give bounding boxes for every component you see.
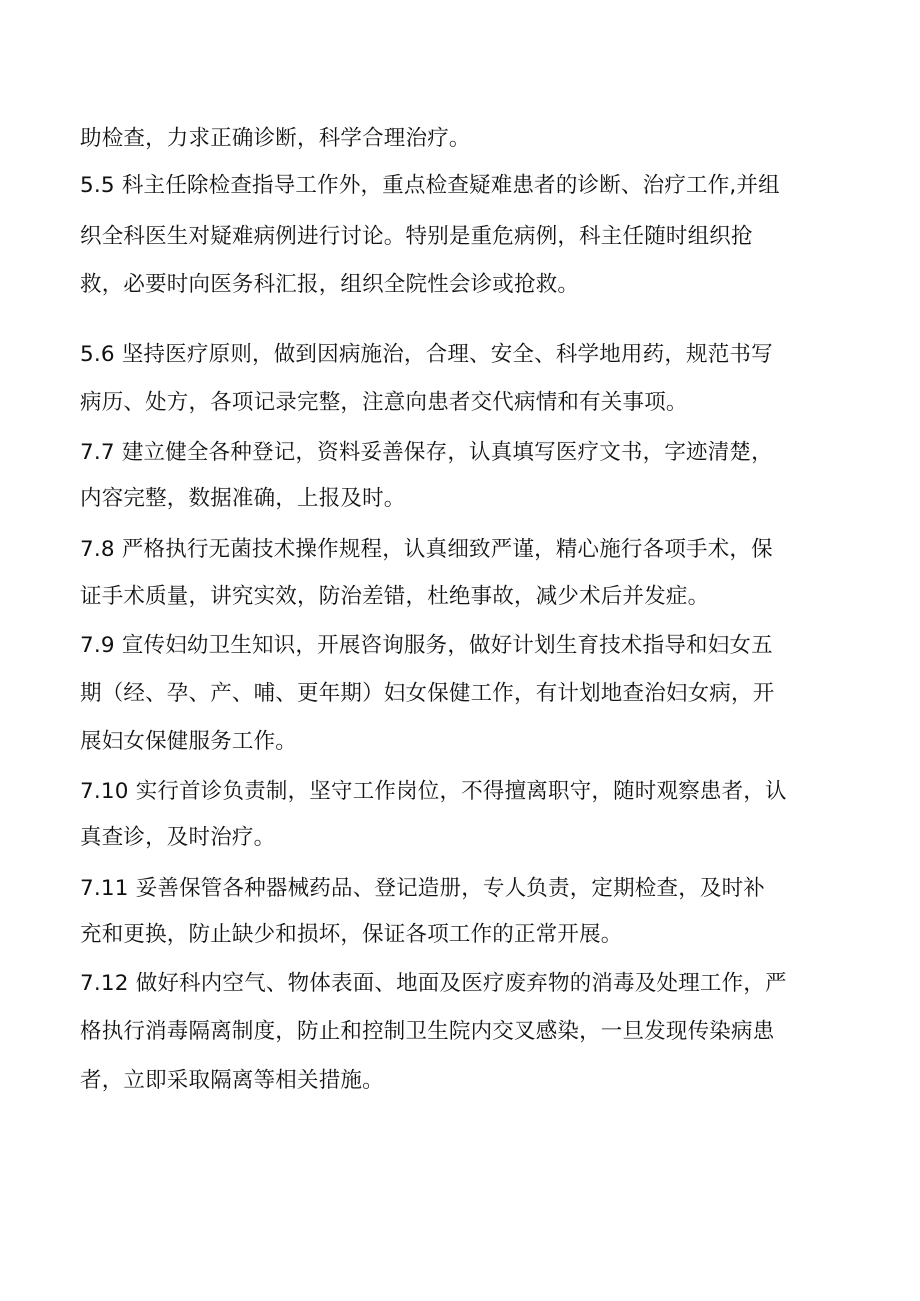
text-line: 救，必要时向医务科汇报，组织全院性会诊或抢救。 — [80, 272, 580, 297]
text-line: 5.5 科主任除检查指导工作外，重点检查疑难患者的诊断、治疗工作,并组 — [80, 173, 780, 198]
text-line: 助检查，力求正确诊断，科学合理治疗。 — [80, 126, 471, 151]
text-line: 证手术质量，讲究实效，防治差错，杜绝事故，减少术后并发症。 — [80, 584, 710, 609]
text-line: 内容完整，数据准确，上报及时。 — [80, 486, 406, 511]
text-line: 7.7 建立健全各种登记，资料妥善保存，认真填写医疗文书，字迹清楚， — [80, 440, 773, 465]
text-line: 病历、处方，各项记录完整，注意向患者交代病情和有关事项。 — [80, 390, 688, 415]
text-line: 7.9 宣传妇幼卫生知识，开展咨询服务，做好计划生育技术指导和妇女五 — [80, 633, 773, 658]
text-line: 7.11 妥善保管各种器械药品、登记造册，专人负责，定期检查，及时补 — [80, 876, 766, 901]
text-line: 展妇女保健服务工作。 — [80, 729, 298, 754]
text-line: 7.8 严格执行无菌技术操作规程，认真细致严谨，精心施行各项手术，保 — [80, 537, 773, 562]
text-line: 格执行消毒隔离制度，防止和控制卫生院内交叉感染，一旦发现传染病患 — [80, 1019, 775, 1044]
text-line: 7.12 做好科内空气、物体表面、地面及医疗废弃物的消毒及处理工作，严 — [80, 971, 787, 996]
text-line: 充和更换，防止缺少和损坏，保证各项工作的正常开展。 — [80, 922, 623, 947]
text-line: 者，立即采取隔离等相关措施。 — [80, 1068, 384, 1093]
text-line: 真查诊，及时治疗。 — [80, 825, 276, 850]
text-line: 5.6 坚持医疗原则，做到因病施治，合理、安全、科学地用药，规范书写 — [80, 342, 773, 367]
text-line: 期（经、孕、产、哺、更年期）妇女保健工作，有计划地查治妇女病，开 — [80, 681, 775, 706]
text-line: 7.10 实行首诊负责制，坚守工作岗位，不得擅离职守，随时观察患者，认 — [80, 779, 787, 804]
text-line: 织全科医生对疑难病例进行讨论。特别是重危病例，科主任随时组织抢 — [80, 224, 753, 249]
